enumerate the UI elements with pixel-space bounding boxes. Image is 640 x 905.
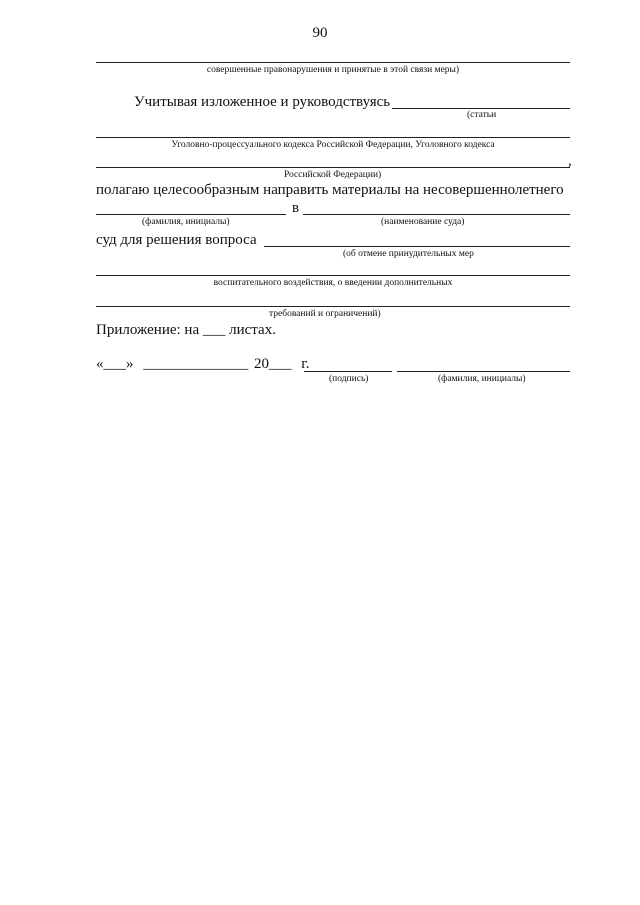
text-propose: полагаю целесообразным направить материалы на несовершеннолетнего — [96, 182, 564, 198]
page-number: 90 — [312, 25, 328, 41]
caption-fio: (фамилия, инициалы) — [438, 374, 526, 384]
text-court: суд для решения вопроса — [96, 232, 257, 248]
text-preposition-v: в — [292, 200, 300, 216]
open-quote: « — [96, 356, 104, 372]
fill-line-signature — [304, 371, 392, 372]
fill-line-fio — [397, 371, 570, 372]
fill-line-question — [264, 246, 570, 247]
caption-codes: Уголовно-процессуального кодекса Российской Федерации, Уголовного кодекса — [171, 140, 495, 150]
close-quote: » — [126, 356, 134, 372]
caption-requirements: требований и ограничений) — [269, 309, 381, 319]
caption-cancel: (об отмене принудительных мер — [343, 249, 474, 259]
appendix-sheets: листах. — [229, 322, 276, 338]
fill-line — [96, 275, 570, 276]
caption-rf: Российской Федерации) — [284, 170, 382, 180]
fill-line — [96, 137, 570, 138]
year-suffix: г. — [301, 356, 310, 372]
fill-line — [96, 62, 570, 63]
fill-line-article — [392, 108, 570, 109]
month-blank: ______________ — [143, 356, 249, 372]
caption-signature: (подпись) — [329, 374, 369, 384]
fill-line — [96, 167, 570, 168]
year-blank: ___ — [269, 356, 292, 372]
fill-line-court — [303, 214, 570, 215]
appendix-blank: ___ — [202, 322, 226, 338]
date-line — [96, 357, 309, 372]
comma: , — [568, 153, 572, 169]
day-blank: ___ — [103, 356, 126, 372]
year-prefix: 20 — [254, 356, 269, 372]
fill-line — [96, 306, 570, 307]
caption-article: (статьи — [467, 110, 497, 120]
caption-offenses: совершенные правонарушения и принятые в этой связи меры) — [206, 65, 460, 75]
appendix-line — [96, 323, 276, 338]
appendix-label: Приложение: на — [96, 322, 200, 338]
text-considering: Учитывая изложенное и руководствуясь — [134, 94, 391, 110]
caption-court: (наименование суда) — [381, 217, 465, 227]
caption-name: (фамилия, инициалы) — [142, 217, 230, 227]
fill-line-name — [96, 214, 286, 215]
caption-educational: воспитательного воздействия, о введении дополнительных — [213, 278, 453, 288]
